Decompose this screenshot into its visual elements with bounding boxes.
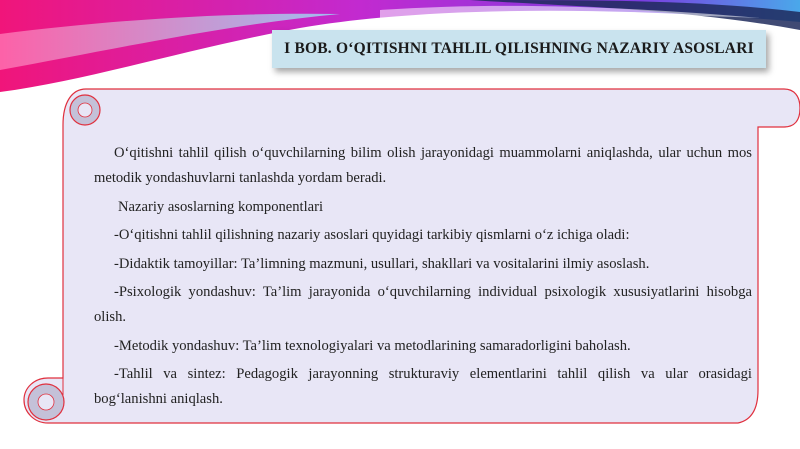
paragraph-didactic: -Didaktik tamoyillar: Ta’limning mazmuni, usullari, shakllari va vositalarini ilmiy asoslash. <box>114 255 650 272</box>
scroll-curl-top-inner <box>78 103 92 117</box>
paragraph-methodical: -Metodik yondashuv: Ta’lim texnologiyalari va metodlarining samaradorligini baholash. <box>114 337 631 354</box>
paragraph-psychological: -Psixologik yondashuv: Ta’lim jarayonida o‘quvchilarning individual psixologik xususiyatlarini hisobga olish. <box>94 284 752 325</box>
paragraph-components-heading: Nazariy asoslarning komponentlari <box>118 198 324 215</box>
scroll-curl-bottom-inner <box>38 394 54 410</box>
paragraph-intro: O‘qitishni tahlil qilish o‘quvchilarning bilim olish jarayonidagi muammolarni aniqlashda, ular uchun mos metodik yondashuvlarni tanlashda yordam beradi. <box>94 145 752 186</box>
paragraph-analysis: -Tahlil va sintez: Pedagogik jarayonning strukturaviy elementlarini tahlil qilish va ular orasidagi bog‘lanishni aniqlash. <box>94 366 752 407</box>
title-banner <box>272 30 766 68</box>
paragraph-theory-parts: -O‘qitishni tahlil qilishning nazariy asoslari quyidagi tarkibiy qismlarni o‘z ichiga oladi: <box>114 227 630 243</box>
page-title: I BOB. O‘QITISHNI TAHLIL QILISHNING NAZARIY ASOSLARI <box>284 40 754 57</box>
body-text <box>94 141 752 416</box>
